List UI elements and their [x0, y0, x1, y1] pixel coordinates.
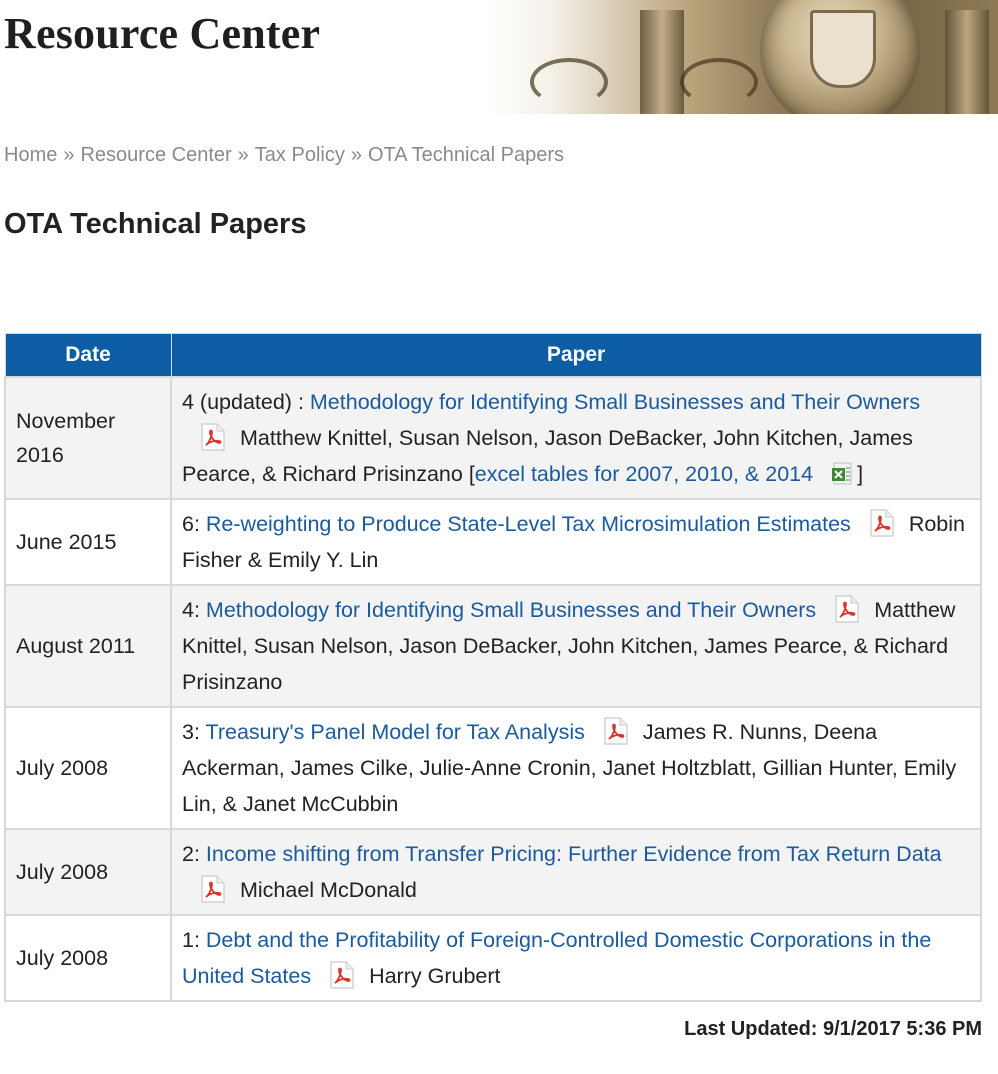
breadcrumb-resource-center[interactable]: Resource Center [80, 144, 232, 166]
paper-cell [171, 915, 981, 1001]
paper-number: 6: [182, 512, 206, 536]
paper-number: 2: [182, 842, 206, 866]
table-row [5, 707, 981, 829]
paper-title-link[interactable]: Methodology for Identifying Small Businesses and Their Owners [309, 390, 921, 414]
excel-tables-link[interactable]: excel tables for 2007, 2010, & 2014 [474, 462, 814, 486]
table-row [5, 829, 981, 915]
table-row [5, 585, 981, 707]
pdf-icon[interactable] [200, 423, 226, 451]
table-header-row [5, 334, 981, 378]
paper-date: July 2008 [5, 915, 171, 1001]
paper-date: August 2011 [5, 585, 171, 707]
paper-cell [171, 499, 981, 585]
paper-title-link[interactable]: Methodology for Identifying Small Businesses and Their Owners [205, 598, 817, 622]
breadcrumb-home[interactable]: Home [4, 144, 58, 166]
breadcrumb-separator: » [350, 144, 362, 166]
paper-cell [171, 377, 981, 499]
paper-date: July 2008 [5, 707, 171, 829]
bracket-open: [ [468, 462, 475, 486]
paper-cell [171, 707, 981, 829]
paper-number: 1: [182, 928, 206, 952]
pdf-icon[interactable] [329, 961, 355, 989]
paper-title-link[interactable]: Debt and the Profitability of Foreign-Controlled Domestic Corporations in the United States [182, 928, 932, 988]
paper-title-link[interactable]: Income shifting from Transfer Pricing: Further Evidence from Tax Return Data [205, 842, 942, 866]
column-header-date: Date [5, 334, 171, 378]
table-row [5, 499, 981, 585]
breadcrumb-separator: » [237, 144, 249, 166]
paper-title-link[interactable]: Treasury's Panel Model for Tax Analysis [205, 720, 585, 744]
bracket-close: ] [857, 462, 864, 486]
page-title: OTA Technical Papers [4, 208, 307, 240]
excel-icon[interactable] [831, 461, 853, 485]
paper-cell [171, 585, 981, 707]
breadcrumb-current: OTA Technical Papers [367, 144, 564, 166]
paper-number: 4 (updated) : [182, 390, 310, 414]
breadcrumb [4, 144, 564, 167]
pdf-icon[interactable] [869, 509, 895, 537]
table-row [5, 377, 981, 499]
pdf-icon[interactable] [200, 875, 226, 903]
column-header-paper: Paper [171, 334, 981, 378]
site-banner [0, 0, 998, 118]
paper-authors: Matthew Knittel, Susan Nelson, Jason DeBacker, John Kitchen, James Pearce, & Richard Prisinzano [182, 426, 913, 486]
paper-authors: Michael McDonald [240, 878, 417, 902]
paper-authors: Harry Grubert [369, 964, 501, 988]
treasury-seal-icon [760, 0, 920, 114]
paper-title-link[interactable]: Re-weighting to Produce State-Level Tax Microsimulation Estimates [205, 512, 851, 536]
pdf-icon[interactable] [834, 595, 860, 623]
paper-cell [171, 829, 981, 915]
last-updated: Last Updated: 9/1/2017 5:36 PM [684, 1018, 982, 1040]
paper-date: July 2008 [5, 829, 171, 915]
site-title[interactable]: Resource Center [4, 9, 321, 58]
table-row [5, 915, 981, 1001]
papers-table [4, 333, 982, 1002]
paper-authors: Matthew Knittel, Susan Nelson, Jason DeBacker, John Kitchen, James Pearce, & Richard Prisinzano [182, 598, 956, 694]
treasury-seal-banner-image [490, 0, 998, 114]
paper-number: 4: [182, 598, 206, 622]
paper-date: June 2015 [5, 499, 171, 585]
paper-authors: James R. Nunns, Deena Ackerman, James Cilke, Julie-Anne Cronin, Janet Holtzblatt, Gillian Hunter, Emily Lin, & Janet McCubbin [182, 720, 957, 816]
pdf-icon[interactable] [603, 717, 629, 745]
breadcrumb-separator: » [63, 144, 75, 166]
paper-authors: Robin Fisher & Emily Y. Lin [182, 512, 965, 572]
paper-date: November 2016 [5, 377, 171, 499]
breadcrumb-tax-policy[interactable]: Tax Policy [254, 144, 345, 166]
paper-number: 3: [182, 720, 206, 744]
